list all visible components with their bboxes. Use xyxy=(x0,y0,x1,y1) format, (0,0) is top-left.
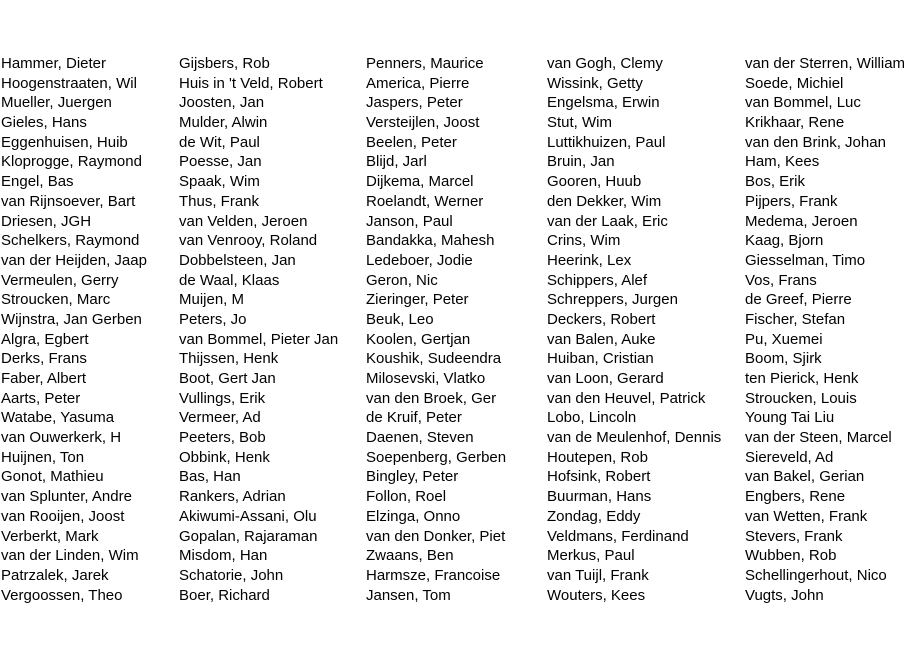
name-entry: van Gogh, Clemy xyxy=(547,55,663,72)
name-entry: van der Laak, Eric xyxy=(547,212,668,230)
name-entry: van Bakel, Gerian xyxy=(745,468,865,486)
name-entry: Hoogenstraaten, Wil xyxy=(1,74,137,92)
name-entry: Akiwumi-Assani, Olu xyxy=(179,507,317,525)
name-entry: Algra, Egbert xyxy=(1,330,89,348)
name-entry: Patrzalek, Jarek xyxy=(1,566,109,584)
name-entry: Versteijlen, Joost xyxy=(366,114,480,132)
name-entry: Mueller, Juergen xyxy=(1,94,112,112)
name-entry: van Splunter, Andre xyxy=(1,488,132,506)
name-entry: van Bommel, Pieter Jan xyxy=(179,330,339,348)
name-entry: Hofsink, Robert xyxy=(547,468,651,486)
name-entry: Heerink, Lex xyxy=(547,251,632,269)
name-entry: Beuk, Leo xyxy=(366,310,434,328)
name-entry: Koushik, Sudeendra xyxy=(366,350,502,368)
name-entry: Vugts, John xyxy=(745,586,824,604)
name-entry: Bingley, Peter xyxy=(366,468,459,486)
name-entry: Lobo, Lincoln xyxy=(547,409,637,427)
name-entry: Wissink, Getty xyxy=(547,74,643,92)
name-entry: Giesselman, Timo xyxy=(745,251,866,269)
name-entry: Roelandt, Werner xyxy=(366,192,484,210)
name-entry: Bandakka, Mahesh xyxy=(366,232,495,250)
name-entry: Dobbelsteen, Jan xyxy=(179,251,296,269)
name-entry: Dijkema, Marcel xyxy=(366,173,474,191)
name-entry: van Venrooy, Roland xyxy=(179,232,318,250)
name-entry: Fischer, Stefan xyxy=(745,310,846,328)
name-column-4 xyxy=(547,54,721,605)
name-entry: Schippers, Alef xyxy=(547,271,648,289)
name-entry: Pu, Xuemei xyxy=(745,330,823,348)
name-entry: Pijpers, Frank xyxy=(745,192,838,210)
name-entry: Gieles, Hans xyxy=(1,114,87,132)
name-column-3 xyxy=(366,54,506,605)
name-entry: Thus, Frank xyxy=(179,192,260,210)
name-entry: ten Pierick, Henk xyxy=(745,370,859,387)
name-entry: Boer, Richard xyxy=(179,586,270,604)
name-entry: van den Donker, Piet xyxy=(366,527,506,545)
name-entry: Veldmans, Ferdinand xyxy=(547,527,689,545)
name-entry: Stevers, Frank xyxy=(745,527,843,545)
name-entry: de Waal, Klaas xyxy=(179,271,280,289)
name-entry: den Dekker, Wim xyxy=(547,192,662,210)
name-entry: van Rooijen, Joost xyxy=(1,507,125,525)
name-entry: Zwaans, Ben xyxy=(366,547,454,565)
name-entry: Peters, Jo xyxy=(179,310,247,328)
name-entry: van Rijnsoever, Bart xyxy=(1,192,136,210)
name-entry: Stroucken, Marc xyxy=(1,291,111,309)
name-entry: Stut, Wim xyxy=(547,114,613,132)
name-entry: Vermeer, Ad xyxy=(179,409,261,427)
name-entry: Faber, Albert xyxy=(1,370,87,387)
name-entry: Beelen, Peter xyxy=(366,133,457,151)
name-entry: Koolen, Gertjan xyxy=(366,330,471,348)
name-entry: Muijen, M xyxy=(179,291,245,309)
name-entry: Schellingerhout, Nico xyxy=(745,566,887,584)
name-entry: Eggenhuisen, Huib xyxy=(1,133,128,151)
name-entry: Derks, Frans xyxy=(1,350,87,368)
name-entry: Huijnen, Ton xyxy=(1,448,85,466)
name-entry: van der Sterren, William xyxy=(745,55,906,72)
name-column-2 xyxy=(179,54,338,605)
name-entry: Hammer, Dieter xyxy=(1,55,107,72)
name-entry: van de Meulenhof, Dennis xyxy=(547,429,722,447)
name-entry: Engelsma, Erwin xyxy=(547,94,660,112)
name-entry: Obbink, Henk xyxy=(179,448,270,466)
name-entry: de Kruif, Peter xyxy=(366,409,462,427)
name-entry: Houtepen, Rob xyxy=(547,448,648,466)
name-entry: de Wit, Paul xyxy=(179,133,260,151)
name-entry: Huis in 't Veld, Robert xyxy=(179,74,323,92)
name-entry: Daenen, Steven xyxy=(366,429,474,447)
name-entry: Vullings, Erik xyxy=(179,389,266,407)
name-entry: Gooren, Huub xyxy=(547,173,642,191)
name-entry: van Wetten, Frank xyxy=(745,507,868,525)
name-entry: Peeters, Bob xyxy=(179,429,266,447)
name-entry: Kaag, Bjorn xyxy=(745,232,824,250)
name-entry: Wubben, Rob xyxy=(745,547,837,565)
name-entry: Follon, Roel xyxy=(366,488,447,506)
name-entry: Wijnstra, Jan Gerben xyxy=(1,310,142,328)
name-entry: Buurman, Hans xyxy=(547,488,652,506)
name-entry: Kloprogge, Raymond xyxy=(1,153,142,171)
name-entry: Zieringer, Peter xyxy=(366,291,469,309)
name-entry: Penners, Maurice xyxy=(366,55,484,72)
name-entry: van Balen, Auke xyxy=(547,330,656,348)
name-entry: Bos, Erik xyxy=(745,173,806,191)
name-entry: Bas, Han xyxy=(179,468,241,486)
name-entry: Engbers, Rene xyxy=(745,488,846,506)
name-entry: Milosevski, Vlatko xyxy=(366,370,486,387)
name-entry: de Greef, Pierre xyxy=(745,291,852,309)
name-entry: Siereveld, Ad xyxy=(745,448,834,466)
name-entry: van den Brink, Johan xyxy=(745,133,886,151)
name-entry: Young Tai Liu xyxy=(745,409,835,427)
name-entry: Medema, Jeroen xyxy=(745,212,858,230)
name-entry: van der Linden, Wim xyxy=(1,547,139,565)
name-entry: van Ouwerkerk, H xyxy=(1,429,122,447)
name-entry: Vos, Frans xyxy=(745,271,817,289)
name-entry: Zondag, Eddy xyxy=(547,507,641,525)
name-entry: Ledeboer, Jodie xyxy=(366,251,473,269)
name-entry: Merkus, Paul xyxy=(547,547,635,565)
name-entry: Watabe, Yasuma xyxy=(1,409,115,427)
name-entry: Schatorie, John xyxy=(179,566,284,584)
name-entry: van der Steen, Marcel xyxy=(745,429,892,447)
name-entry: Jansen, Tom xyxy=(366,586,451,604)
name-column-5 xyxy=(745,54,905,605)
name-entry: van Bommel, Luc xyxy=(745,94,861,112)
name-entry: Huiban, Cristian xyxy=(547,350,654,368)
name-entry: Vermeulen, Gerry xyxy=(1,271,119,289)
name-entry: Elzinga, Onno xyxy=(366,507,461,525)
name-entry: Harmsze, Francoise xyxy=(366,566,501,584)
name-entry: Gijsbers, Rob xyxy=(179,55,270,72)
name-entry: Bruin, Jan xyxy=(547,153,615,171)
name-entry: Soede, Michiel xyxy=(745,74,844,92)
name-entry: Engel, Bas xyxy=(1,173,74,191)
name-entry: Spaak, Wim xyxy=(179,173,260,191)
name-entry: van Loon, Gerard xyxy=(547,370,664,387)
name-entry: Verberkt, Mark xyxy=(1,527,99,545)
name-entry: van den Broek, Ger xyxy=(366,389,497,407)
name-entry: Boom, Sjirk xyxy=(745,350,822,368)
name-entry: Misdom, Han xyxy=(179,547,268,565)
name-entry: Aarts, Peter xyxy=(1,389,81,407)
name-entry: Luttikhuizen, Paul xyxy=(547,133,666,151)
name-entry: Stroucken, Louis xyxy=(745,389,857,407)
name-entry: Geron, Nic xyxy=(366,271,438,289)
name-entry: Gopalan, Rajaraman xyxy=(179,527,318,545)
name-entry: Ham, Kees xyxy=(745,153,820,171)
name-entry: Gonot, Mathieu xyxy=(1,468,104,486)
name-entry: Poesse, Jan xyxy=(179,153,262,171)
name-entry: Rankers, Adrian xyxy=(179,488,286,506)
name-entry: Wouters, Kees xyxy=(547,586,646,604)
name-entry: van Tuijl, Frank xyxy=(547,566,649,584)
name-entry: Schelkers, Raymond xyxy=(1,232,140,250)
name-entry: Krikhaar, Rene xyxy=(745,114,845,132)
name-entry: America, Pierre xyxy=(366,74,470,92)
name-entry: Mulder, Alwin xyxy=(179,114,268,132)
name-entry: Jaspers, Peter xyxy=(366,94,463,112)
name-entry: Boot, Gert Jan xyxy=(179,370,276,387)
name-entry: Thijssen, Henk xyxy=(179,350,279,368)
name-entry: Driesen, JGH xyxy=(1,212,92,230)
name-entry: Deckers, Robert xyxy=(547,310,656,328)
name-entry: Soepenberg, Gerben xyxy=(366,448,507,466)
name-entry: Crins, Wim xyxy=(547,232,621,250)
name-entry: van der Heijden, Jaap xyxy=(1,251,147,269)
name-column-1 xyxy=(1,54,147,605)
name-entry: Blijd, Jarl xyxy=(366,153,427,171)
name-entry: Janson, Paul xyxy=(366,212,453,230)
name-entry: Vergoossen, Theo xyxy=(1,586,123,604)
name-entry: Joosten, Jan xyxy=(179,94,265,112)
name-entry: van Velden, Jeroen xyxy=(179,212,308,230)
name-entry: Schreppers, Jurgen xyxy=(547,291,678,309)
name-entry: van den Heuvel, Patrick xyxy=(547,389,706,407)
